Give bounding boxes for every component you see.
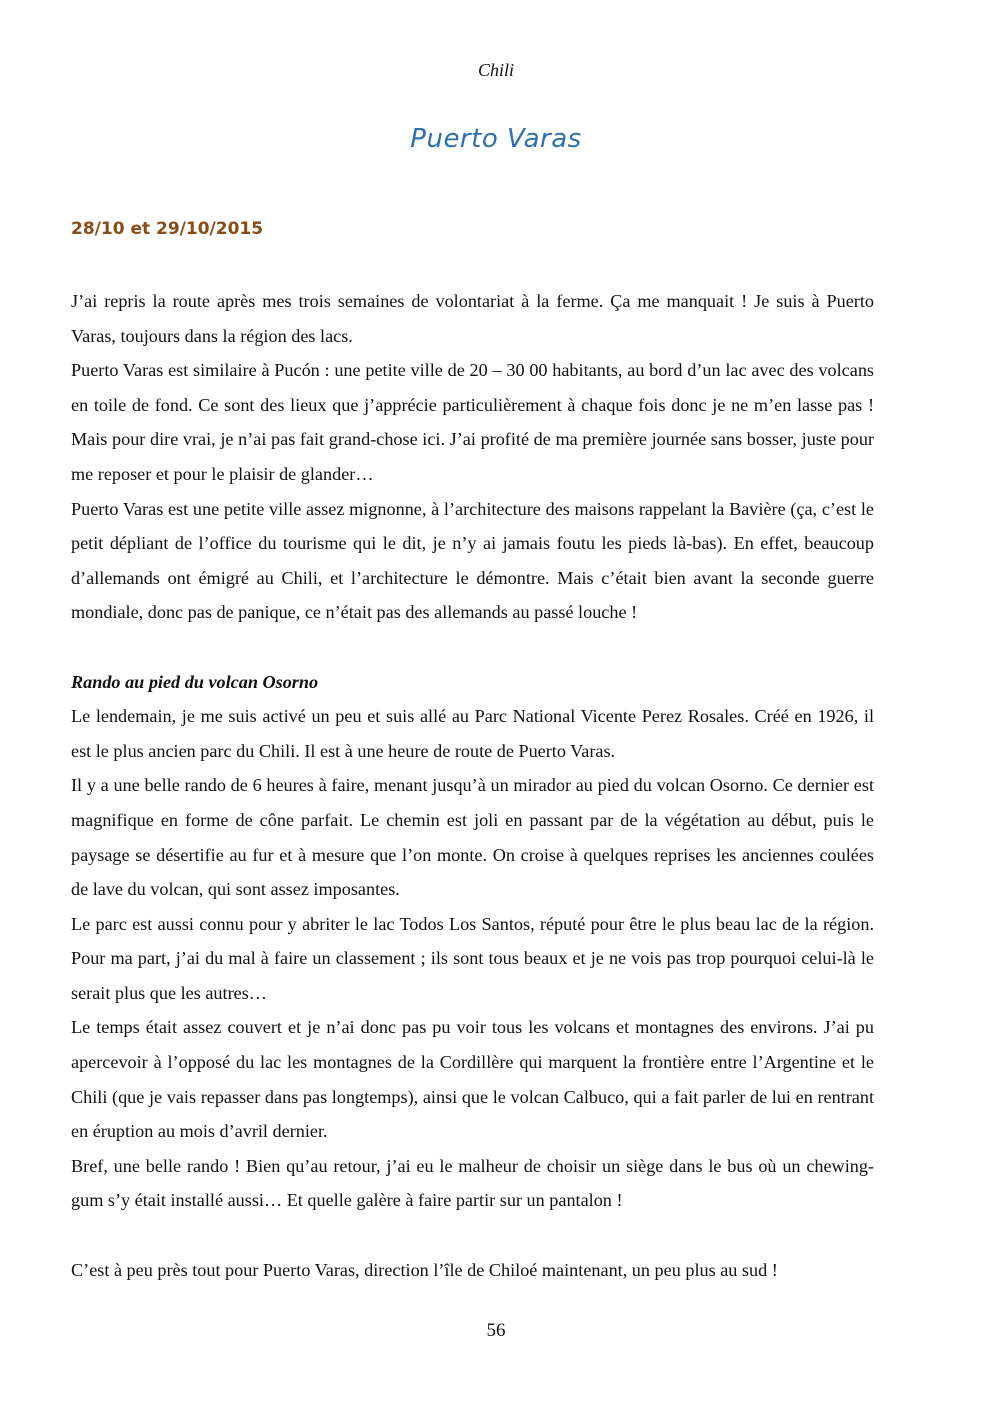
- paragraph: Le lendemain, je me suis activé un peu et suis allé au Parc National Vicente Perez Rosales. Créé en 1926, il est le plus ancien parc du Chili. Il est à une heure de route de Puerto Varas.: [71, 706, 874, 761]
- page-number: 56: [486, 1320, 506, 1341]
- paragraph-spacer: [71, 1218, 874, 1253]
- paragraph: Puerto Varas est similaire à Pucón : une petite ville de 20 – 30 00 habitants, au bord d’un lac avec des volcans en toile de fond. Ce sont des lieux que j’apprécie particulièrement à chaque fois donc je ne m’en lasse pas ! Mais pour dire vrai, je n’ai pas fait grand-chose ici. J’ai profité de ma première journée sans bosser, juste pour me reposer et pour le plaisir de glander…: [71, 360, 874, 484]
- paragraph: Bref, une belle rando ! Bien qu’au retour, j’ai eu le malheur de choisir un siège dans le bus où un chewing-gum s’y était installé aussi… Et quelle galère à faire partir sur un pantalon !: [71, 1155, 874, 1211]
- paragraph-spacer: [71, 630, 874, 665]
- paragraph: Puerto Varas est une petite ville assez mignonne, à l’architecture des maisons rappelant la Bavière (ça, c’est le petit dépliant de l’office du tourisme qui le dit, je n’y ai jamais foutu les pieds là-bas). En effet, beaucoup d’allemands ont émigré au Chili, et l’architecture le démontre. Mais c’était bien avant la seconde guerre mondiale, donc pas de panique, ce n’était pas des allemands au passé louche !: [71, 498, 874, 623]
- paragraph: Il y a une belle rando de 6 heures à faire, menant jusqu’à un mirador au pied du volcan Osorno. Ce dernier est magnifique en forme de cône parfait. Le chemin est joli en passant par de la végétation au début, puis le paysage se désertifie au fur et à mesure que l’on monte. On croise à quelques reprises les anciennes coulées de lave du volcan, qui sont assez imposantes.: [71, 775, 874, 900]
- running-header: Chili: [477, 60, 514, 80]
- closing-paragraph: C’est à peu près tout pour Puerto Varas, direction l’île de Chiloé maintenant, un peu plus au sud !: [71, 1259, 778, 1280]
- paragraph: Le temps était assez couvert et je n’ai donc pas pu voir tous les volcans et montagnes des environs. J’ai pu apercevoir à l’opposé du lac les montagnes de la Cordillère qui marquent la frontière entre l’Argentine et le Chili (que je vais repasser dans pas longtemps), ainsi que le volcan Calbuco, qui a fait parler de lui en rentrant en éruption au mois d’avril dernier.: [71, 1017, 874, 1142]
- page-title: Puerto Varas: [410, 124, 582, 154]
- section-title: Rando au pied du volcan Osorno: [71, 671, 319, 692]
- paragraph: Le parc est aussi connu pour y abriter le lac Todos Los Santos, réputé pour être le plus beau lac de la région. Pour ma part, j’ai du mal à faire un classement ; ils sont tous beaux et je ne vois pas trop pourquoi celui-là le serait plus que les autres…: [71, 913, 874, 1003]
- date-heading: 28/10 et 29/10/2015: [71, 219, 264, 239]
- article-body: [71, 284, 874, 1287]
- paragraph: J’ai repris la route après mes trois semaines de volontariat à la ferme. Ça me manquait ! Je suis à Puerto Varas, toujours dans la région des lacs.: [71, 291, 874, 346]
